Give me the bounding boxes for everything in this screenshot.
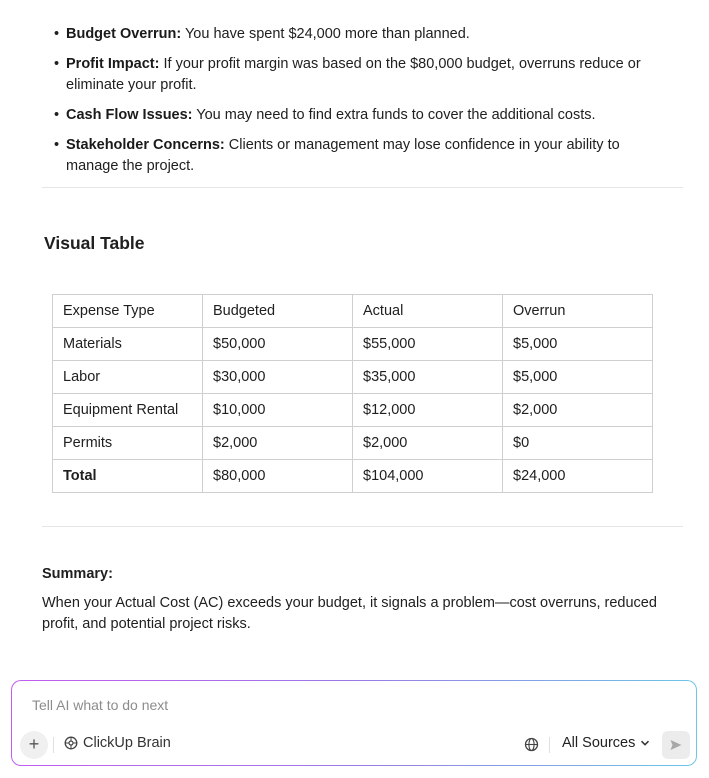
chevron-down-icon xyxy=(640,738,650,748)
bullet-title: Cash Flow Issues: xyxy=(66,107,193,123)
send-button[interactable] xyxy=(662,731,690,759)
table-cell: $2,000 xyxy=(203,427,353,460)
summary-text: When your Actual Cost (AC) exceeds your budget, it signals a problem—cost overruns, reduced profit, and potential project risks. xyxy=(42,595,657,632)
table-cell: Total xyxy=(53,460,203,493)
table-cell: $80,000 xyxy=(203,460,353,493)
bullet-title: Profit Impact: xyxy=(66,56,160,72)
table-cell: $2,000 xyxy=(503,394,653,427)
globe-icon xyxy=(524,737,539,752)
table-cell: Labor xyxy=(53,361,203,394)
table-cell: Permits xyxy=(53,427,203,460)
table-cell: $12,000 xyxy=(353,394,503,427)
table-cell: Materials xyxy=(53,328,203,361)
table-cell: $5,000 xyxy=(503,328,653,361)
table-cell: $55,000 xyxy=(353,328,503,361)
table-header-cell: Expense Type xyxy=(53,295,203,328)
table-row xyxy=(53,394,653,427)
table-cell: $5,000 xyxy=(503,361,653,394)
clickup-brain-selector[interactable] xyxy=(64,735,171,751)
ai-prompt-input[interactable] xyxy=(30,696,634,714)
ai-composer xyxy=(11,680,697,766)
table-total-row xyxy=(53,460,653,493)
table-header-row xyxy=(53,295,653,328)
bullet-text: If your profit margin was based on the $80,000 budget, overruns reduce or eliminate your profit. xyxy=(66,56,641,93)
divider xyxy=(42,187,683,188)
table-cell: $2,000 xyxy=(353,427,503,460)
brain-icon xyxy=(64,736,78,750)
add-button[interactable] xyxy=(20,731,48,759)
table-row xyxy=(53,427,653,460)
web-search-toggle[interactable] xyxy=(524,737,539,757)
table-header-cell: Budgeted xyxy=(203,295,353,328)
table-cell: $50,000 xyxy=(203,328,353,361)
bullet-title: Budget Overrun: xyxy=(66,26,182,42)
sources-label: All Sources xyxy=(562,735,636,751)
table-cell: $30,000 xyxy=(203,361,353,394)
bullet-text: Clients or management may lose confidence in your ability to manage the project. xyxy=(66,137,620,174)
table-cell: $104,000 xyxy=(353,460,503,493)
table-header-cell: Actual xyxy=(353,295,503,328)
table-cell: $24,000 xyxy=(503,460,653,493)
table-cell: Equipment Rental xyxy=(53,394,203,427)
bullet-marker: • xyxy=(54,26,60,42)
bullet-marker: • xyxy=(54,107,60,123)
table-cell: $35,000 xyxy=(353,361,503,394)
send-icon xyxy=(669,738,683,752)
expense-table xyxy=(52,294,653,493)
divider xyxy=(53,737,54,753)
bullet-text: You may need to find extra funds to cover the additional costs. xyxy=(192,107,596,123)
bullet-marker: • xyxy=(54,137,60,153)
brain-label: ClickUp Brain xyxy=(83,735,171,751)
plus-icon: + xyxy=(28,734,40,754)
bullet-marker: • xyxy=(54,56,60,72)
table-cell: $0 xyxy=(503,427,653,460)
section-heading: Visual Table xyxy=(44,233,145,253)
table-header-cell: Overrun xyxy=(503,295,653,328)
summary-label: Summary: xyxy=(42,566,113,582)
divider xyxy=(42,526,683,527)
table-cell: $10,000 xyxy=(203,394,353,427)
divider xyxy=(549,737,550,753)
bullet-text: You have spent $24,000 more than planned. xyxy=(181,26,470,42)
sources-dropdown[interactable] xyxy=(562,735,650,751)
bullet-title: Stakeholder Concerns: xyxy=(66,137,225,153)
table-row xyxy=(53,328,653,361)
table-row xyxy=(53,361,653,394)
